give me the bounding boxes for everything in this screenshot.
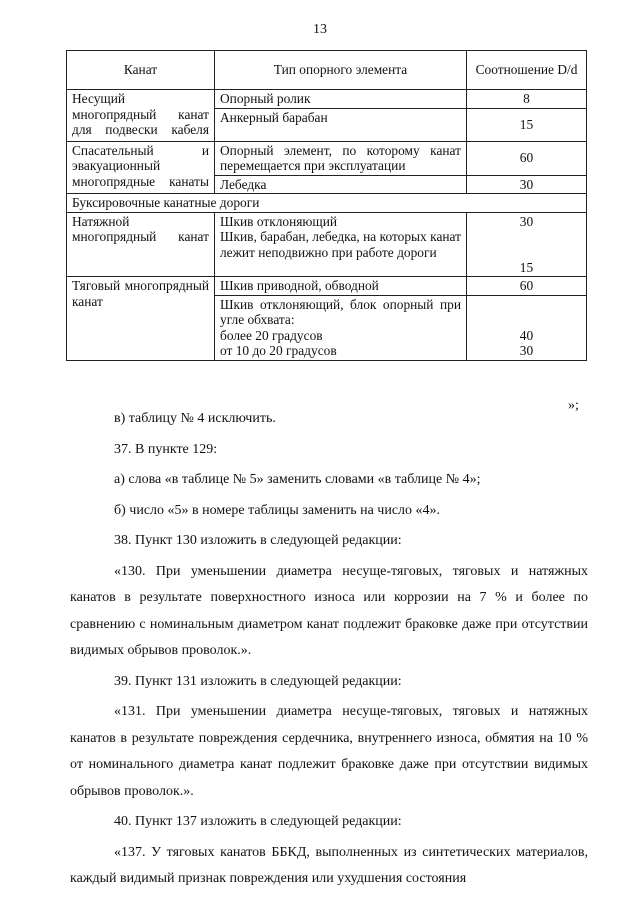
element-line: от 10 до 20 градусов [220, 343, 337, 358]
ratio-value: 40 [519, 327, 534, 343]
ratio-cell [467, 212, 587, 277]
element-line: более 20 градусов [220, 327, 323, 343]
ratio-cell: 60 [467, 277, 587, 296]
paragraph: «131. При уменьшении диаметра несуще-тяговых, тяговых и натяжных канатов в результате повреждения сердечника, внутреннего износа, обмятия на 10 % от номинального диаметра канат подлежит браковке даже при отсутствии видимых обрывов проволок.». [70, 704, 588, 799]
table-row [67, 277, 587, 296]
paragraph: в) таблицу № 4 исключить. [114, 411, 276, 426]
paragraph: 38. Пункт 130 изложить в следующей редакции: [114, 533, 402, 548]
paragraph: 37. В пункте 129: [114, 441, 218, 457]
element-cell: Опорный элемент, по которому канат перемещается при эксплуатации [215, 141, 467, 175]
header-rope: Канат [67, 51, 215, 90]
section-heading: Буксировочные канатные дороги [67, 194, 587, 213]
page-number: 13 [313, 22, 327, 37]
rope-cell: Спасательный и эвакуационный многопрядные канаты [67, 141, 215, 194]
element-cell [215, 212, 467, 277]
table-row [67, 90, 587, 109]
paragraph: «130. При уменьшении диаметра несуще-тяговых, тяговых и натяжных канатов в результате поверхностного износа или коррозии на 7 % и более по сравнению с номинальным диаметром канат подлежит браковке даже при отсутствии видимых обрывов проволок.». [70, 563, 588, 658]
paragraph: 40. Пункт 137 изложить в следующей редакции: [114, 814, 402, 829]
rope-cell: Натяжной многопрядный канат [67, 212, 215, 277]
element-cell: Шкив приводной, обводной [215, 277, 467, 296]
element-line: Шкив отклоняющий [220, 213, 338, 229]
ratio-cell: 8 [467, 90, 587, 109]
ratio-value: 15 [519, 259, 534, 275]
element-cell: Анкерный барабан [215, 108, 467, 141]
table-row [67, 212, 587, 277]
table-row [67, 141, 587, 175]
ratio-cell: 30 [467, 175, 587, 194]
paragraph: а) слова «в таблице № 5» заменить словами «в таблице № 4»; [114, 472, 481, 487]
header-ratio: Соотношение D/d [467, 51, 587, 90]
table-section-row [67, 194, 587, 213]
header-element-type: Тип опорного элемента [215, 51, 467, 90]
ratio-cell: 60 [467, 141, 587, 175]
element-cell [215, 295, 467, 360]
rope-ratio-table [66, 50, 587, 361]
element-cell: Лебедка [215, 175, 467, 194]
ratio-cell: 15 [467, 108, 587, 141]
closing-quote: »; [568, 398, 579, 413]
element-line: Шкив, барабан, лебедка, на которых канат лежит неподвижно при работе дороги [220, 229, 461, 260]
document-body [70, 406, 588, 893]
ratio-value: 30 [519, 343, 534, 358]
paragraph: «137. У тяговых канатов ББКД, выполненных из синтетических материалов, каждый видимый признак повреждения или ухудшения состояния [70, 844, 588, 886]
element-cell: Опорный ролик [215, 90, 467, 109]
rope-cell: Тяговый многопрядный канат [67, 277, 215, 361]
paragraph: б) число «5» в номере таблицы заменить на число «4». [114, 502, 441, 518]
paragraph: 39. Пункт 131 изложить в следующей редакции: [114, 673, 402, 689]
table-header-row [67, 51, 587, 90]
ratio-cell [467, 295, 587, 360]
element-line: Шкив отклоняющий, блок опорный при угле обхвата: [220, 296, 461, 327]
rope-cell: Несущий многопрядный канат для подвески кабеля [67, 90, 215, 142]
ratio-value: 30 [519, 213, 534, 229]
